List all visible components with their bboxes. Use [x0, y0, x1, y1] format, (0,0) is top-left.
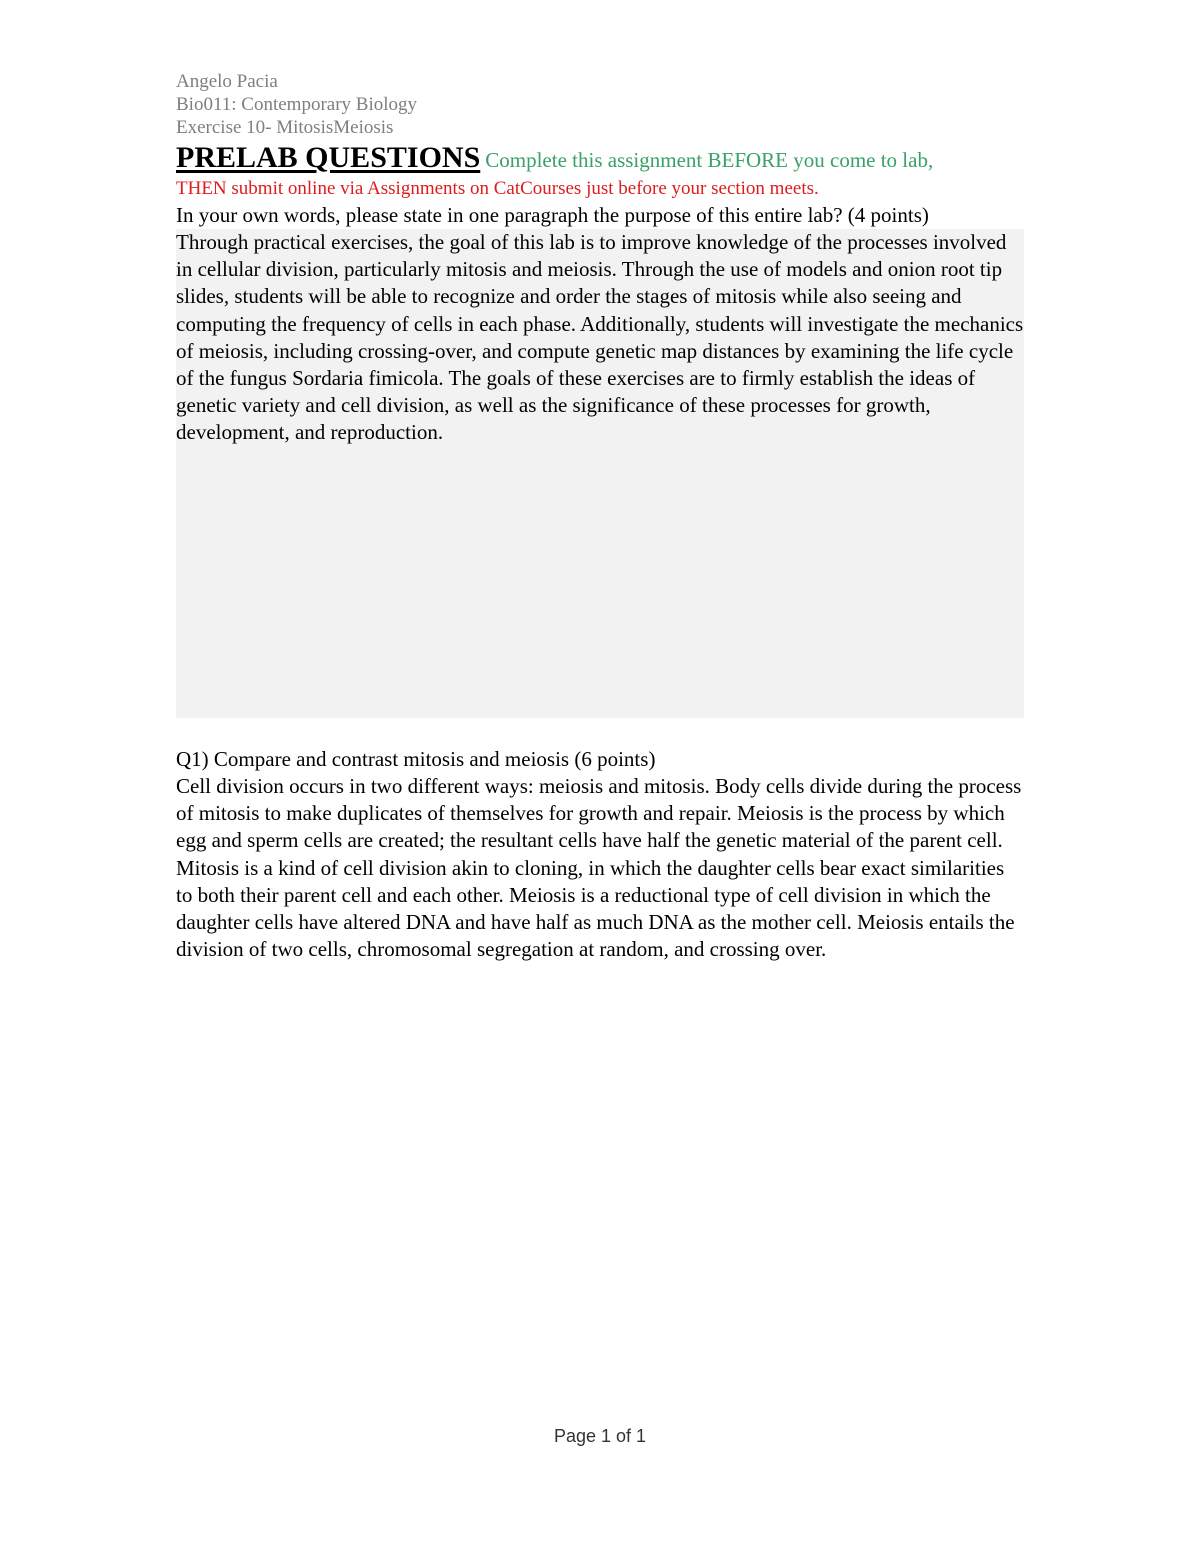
q1-question: Q1) Compare and contrast mitosis and meiosis (6 points) [176, 747, 656, 771]
purpose-question: In your own words, please state in one paragraph the purpose of this entire lab? (4 points) [176, 203, 929, 227]
course-title: Bio011: Contemporary Biology [176, 94, 418, 115]
document-page [176, 70, 1024, 963]
prelab-heading-row [176, 143, 1024, 176]
instruction-green: Complete this assignment BEFORE you come to lab, [485, 148, 934, 172]
student-name: Angelo Pacia [176, 71, 278, 92]
prelab-title: PRELAB QUESTIONS [176, 141, 481, 174]
q1-answer-text: Cell division occurs in two different ways: meiosis and mitosis. Body cells divide during the process of mitosis to make duplicates of themselves for growth and repair. Meiosis is the process by which egg and sperm cells are created; the resultant cells have half the genetic material of the parent cell. Mitosis is a kind of cell division akin to cloning, in which the daughter cells bear exact similarities to both their parent cell and each other. Meiosis is a reductional type of cell division in which the daughter cells have altered DNA and have half as much DNA as the mother cell. Meiosis entails the division of two cells, chromosomal segregation at random, and crossing over. [176, 774, 1022, 962]
purpose-answer-text: Through practical exercises, the goal of this lab is to improve knowledge of the processes involved in cellular division, particularly mitosis and meiosis. Through the use of models and onion root tip slides, students will be able to recognize and order the stages of mitosis while also seeing and computing the frequency of cells in each phase. Additionally, students will investigate the mechanics of meiosis, including crossing-over, and compute genetic map distances by examining the life cycle of the fungus Sordaria fimicola. The goals of these exercises are to firmly establish the ideas of genetic variety and cell division, as well as the significance of these processes for growth, development, and reproduction. [176, 230, 1024, 445]
exercise-title: Exercise 10- MitosisMeiosis [176, 117, 394, 138]
purpose-answer-box[interactable] [176, 229, 1024, 718]
page-number: Page 1 of 1 [553, 1426, 647, 1446]
instruction-red: THEN submit online via Assignments on CatCourses just before your section meets. [176, 178, 819, 199]
